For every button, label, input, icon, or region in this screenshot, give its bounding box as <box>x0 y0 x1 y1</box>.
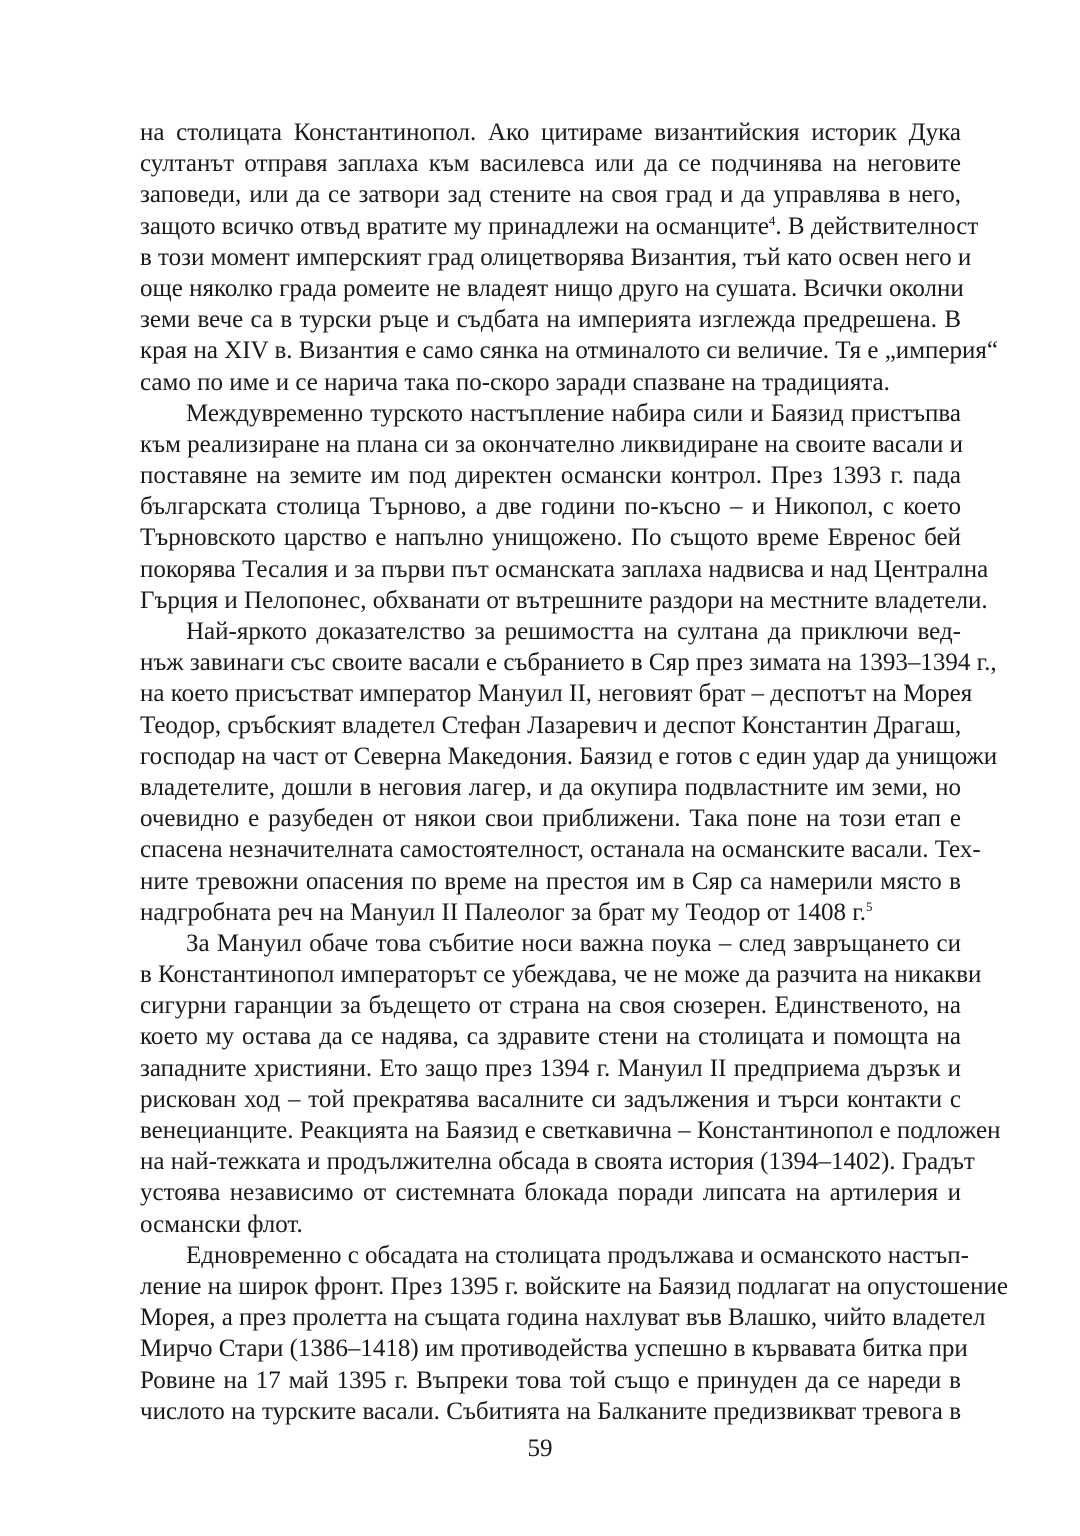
text-segment: Едновременно с обсадата на столицата продължава и османското настъп- <box>186 1241 969 1269</box>
text-segment: края на XIV в. Византия е само сянка на отминалото си величие. Тя е „империя“ <box>140 337 998 365</box>
text-segment: земи вече са в турски ръце и съдбата на империята изглежда предрешена. В <box>140 306 961 334</box>
text-segment: покорява Тесалия и за първи път османската заплаха надвисва и над Централна <box>140 555 989 583</box>
text-line <box>140 710 961 741</box>
text-line <box>140 242 972 273</box>
text-segment: поставяне на земите им под директен османски контрол. През 1393 г. пада <box>140 462 961 490</box>
text-line <box>140 554 989 585</box>
text-segment: което му остава да се надява, са здравите стени на столицата и помощта на <box>140 1023 961 1051</box>
text-line <box>140 678 973 709</box>
text-line <box>140 1021 961 1052</box>
text-line <box>140 1053 961 1084</box>
text-line <box>140 1302 986 1333</box>
text-line <box>140 335 998 366</box>
text-line <box>140 647 997 678</box>
text-line <box>140 1333 968 1364</box>
text-segment: устоява независимо от системната блокада поради липсата на артилерия и <box>140 1179 961 1207</box>
text-segment: западните християни. Ето защо през 1394 г. Мануил II предприема дързък и <box>140 1054 961 1082</box>
text-line <box>140 585 988 616</box>
text-segment: очевидно е разубеден от някои свои приближени. Така поне на този етап е <box>140 805 961 833</box>
text-segment: на най-тежката и продължителна обсада в своята история (1394–1402). Градът <box>140 1148 975 1176</box>
text-line <box>140 148 961 179</box>
text-segment: сигурни гаранции за бъдещето от страна на своя сюзерен. Единственото, на <box>140 992 961 1020</box>
text-line <box>140 460 961 491</box>
text-segment: рискован ход – той прекратява васалните си задължения и търси контакти с <box>140 1085 961 1113</box>
text-segment: Морея, а през пролетта на същата година нахлуват във Влашко, чийто владетел <box>140 1304 986 1332</box>
text-segment: ните тревожни опасения по време на престоя им в Сяр са намерили място в <box>140 867 961 895</box>
text-line <box>140 741 998 772</box>
text-line <box>140 1115 1001 1146</box>
text-line <box>140 1146 975 1177</box>
text-line <box>140 398 961 429</box>
paragraph <box>140 1240 1008 1427</box>
text-line <box>140 803 961 834</box>
text-segment: защото всичко отвъд вратите му принадлежи на османците <box>140 212 769 240</box>
text-segment: към реализиране на плана си за окончателно ликвидиране на своите васали и <box>140 430 964 458</box>
text-segment: ление на широк фронт. През 1395 г. войските на Баязид подлагат на опустошение <box>140 1272 1008 1300</box>
text-segment: Теодор, сръбският владетел Стефан Лазаревич и деспот Константин Драгаш, <box>140 711 962 739</box>
text-line <box>140 1396 961 1427</box>
text-segment: Гърция и Пелопонес, обхванати от вътрешните раздори на местните владетели. <box>140 586 988 614</box>
text-line <box>140 959 982 990</box>
text-segment: За Мануил обаче това събитие носи важна поука – след завръщането си <box>186 929 961 957</box>
text-segment: още няколко града ромеите не владеят нищо друго на сушата. Всички околни <box>140 274 964 302</box>
text-segment: заповеди, или да се затвори зад стените на своя град и да управлява в него, <box>140 181 961 209</box>
text-line <box>140 897 961 928</box>
text-segment: спасена незначителната самостоятелност, останала на османските васали. Тех- <box>140 836 981 864</box>
text-line <box>140 522 961 553</box>
text-segment: в този момент имперският град олицетворява Византия, тъй като освен него и <box>140 243 972 271</box>
text-line <box>140 1084 961 1115</box>
footnote-marker: 4 <box>768 212 776 228</box>
text-segment: . В действителност <box>775 212 979 240</box>
text-segment: в Константинопол императорът се убеждава, че не може да разчита на никакви <box>140 961 982 989</box>
text-segment: Ровине на 17 май 1395 г. Въпреки това той също е принуден да се нареди в <box>140 1366 961 1394</box>
text-segment: владетелите, дошли в неговия лагер, и да окупира подвластните им земи, но <box>140 773 961 801</box>
text-line <box>140 1365 961 1396</box>
text-segment: Междувременно турското настъпление набира сили и Баязид пристъпва <box>186 399 961 427</box>
text-segment: само по име и се нарича така по-скоро заради спазване на традицията. <box>140 368 890 396</box>
footnote-marker: 5 <box>865 898 873 914</box>
text-line <box>140 1271 1008 1302</box>
text-line <box>140 179 961 210</box>
text-line <box>140 866 961 897</box>
text-segment: нъж завинаги със своите васали е събранието в Сяр през зимата на 1393–1394 г., <box>140 649 997 677</box>
paragraph <box>140 117 998 398</box>
text-segment: господар на част от Северна Македония. Баязид е готов с един удар да унищожи <box>140 742 998 770</box>
text-segment: на столицата Константинопол. Ако цитираме византийския историк Дука <box>140 119 961 146</box>
text-line <box>140 117 961 148</box>
text-line <box>140 834 981 865</box>
text-line <box>140 367 961 398</box>
text-line <box>140 1209 961 1240</box>
text-line <box>140 429 964 460</box>
text-line <box>140 273 964 304</box>
text-line <box>140 491 961 522</box>
body-text <box>140 117 1008 1427</box>
text-line <box>140 772 961 803</box>
text-segment: Мирчо Стари (1386–1418) им противодейства успешно в кървавата битка при <box>140 1335 968 1363</box>
text-segment: на което присъстват император Мануил II, неговият брат – деспотът на Морея <box>140 680 973 708</box>
text-segment: султанът отправя заплаха към василевса или да се подчинява на неговите <box>140 150 961 178</box>
text-segment: венецианците. Реакцията на Баязид е светкавична – Константинопол е подложен <box>140 1117 1001 1144</box>
text-line <box>140 211 979 242</box>
page-number: 59 <box>527 1435 553 1462</box>
text-segment: числото на турските васали. Събитията на Балканите предизвикват тревога в <box>140 1397 961 1425</box>
text-segment: османски флот. <box>140 1210 303 1238</box>
paragraph <box>140 616 998 928</box>
text-segment: българската столица Търново, а две години по-късно – и Никопол, с което <box>140 493 961 521</box>
text-segment: надгробната реч на Мануил II Палеолог за брат му Теодор от 1408 г. <box>140 898 866 926</box>
text-line <box>140 1177 961 1208</box>
text-line <box>140 616 961 647</box>
paragraph <box>140 928 1001 1240</box>
text-line <box>140 928 961 959</box>
text-line <box>140 990 961 1021</box>
text-segment: Най-яркото доказателство за решимостта на султана да приключи вед- <box>186 618 961 645</box>
paragraph <box>140 398 989 616</box>
text-line <box>140 1240 969 1271</box>
text-line <box>140 304 961 335</box>
text-segment: Търновското царство е напълно унищожено. По същото време Евренос бей <box>140 524 961 552</box>
